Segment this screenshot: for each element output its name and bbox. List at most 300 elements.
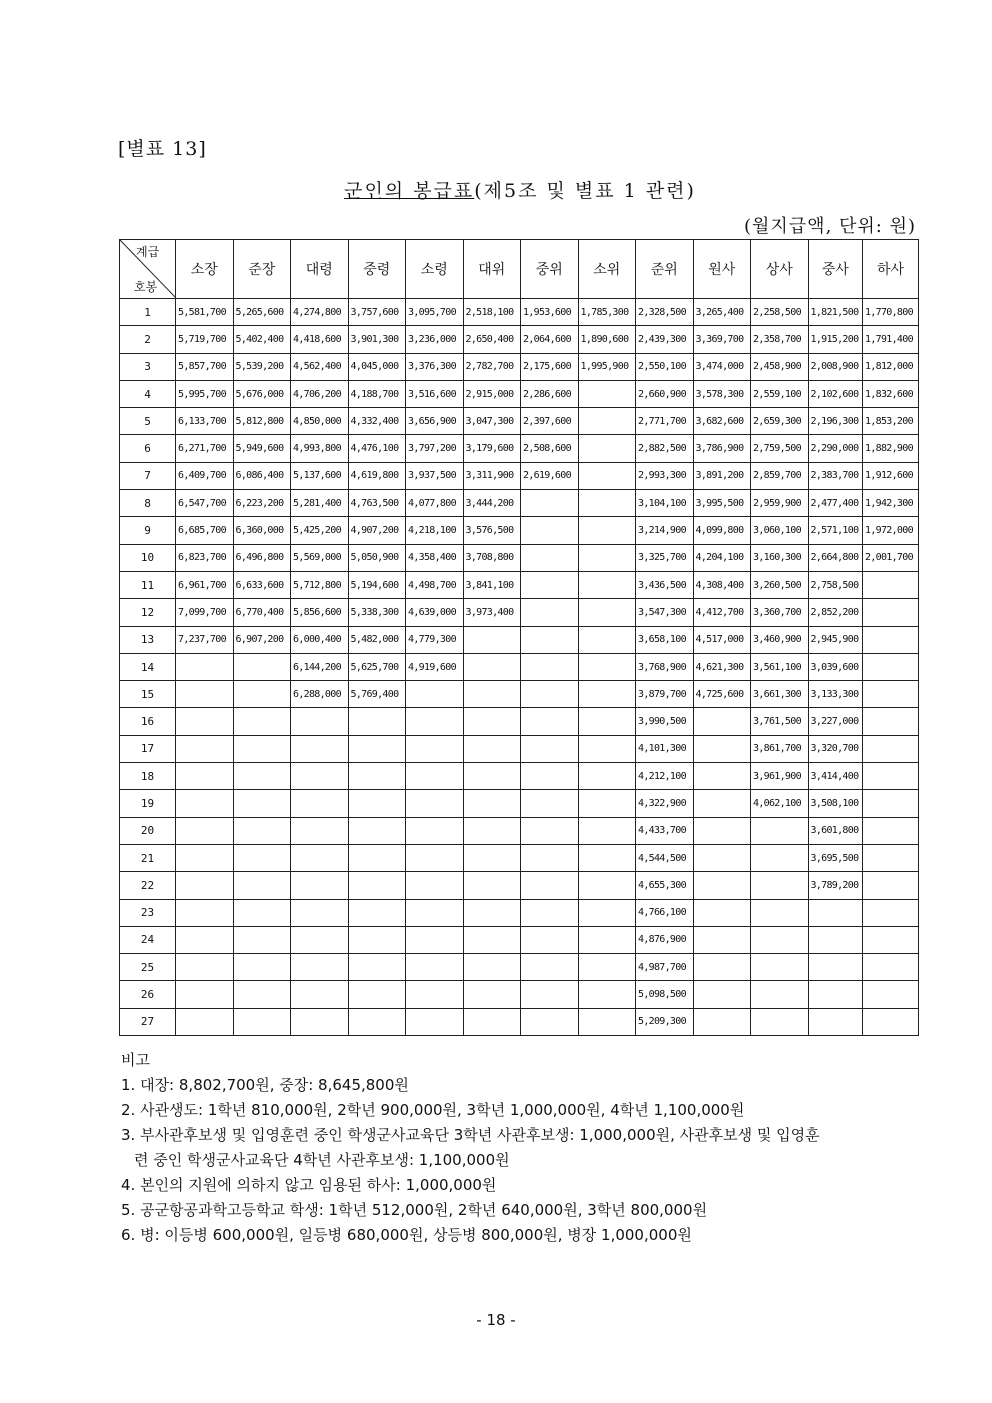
salary-cell: 3,601,800 <box>808 817 863 844</box>
salary-cell: 3,265,400 <box>693 299 751 326</box>
salary-cell: 2,508,600 <box>521 435 579 462</box>
salary-cell <box>406 735 464 762</box>
step-cell: 19 <box>120 790 176 817</box>
salary-cell: 3,757,600 <box>348 299 406 326</box>
salary-cell <box>463 954 521 981</box>
salary-cell <box>176 763 234 790</box>
salary-cell: 6,907,200 <box>233 626 291 653</box>
step-cell: 20 <box>120 817 176 844</box>
salary-cell <box>406 844 464 871</box>
salary-cell <box>521 735 579 762</box>
salary-cell: 4,919,600 <box>406 653 464 680</box>
salary-cell <box>406 981 464 1008</box>
salary-cell <box>751 1008 809 1035</box>
salary-cell: 4,619,800 <box>348 462 406 489</box>
salary-cell: 5,995,700 <box>176 380 234 407</box>
salary-cell: 3,661,300 <box>751 681 809 708</box>
salary-cell <box>863 708 919 735</box>
salary-cell: 4,358,400 <box>406 544 464 571</box>
notes <box>121 1048 921 1248</box>
salary-cell <box>521 790 579 817</box>
salary-cell <box>291 1008 349 1035</box>
salary-cell <box>291 872 349 899</box>
salary-cell <box>578 790 636 817</box>
salary-cell <box>233 708 291 735</box>
step-cell: 23 <box>120 899 176 926</box>
step-cell: 15 <box>120 681 176 708</box>
salary-cell: 2,758,500 <box>808 571 863 598</box>
salary-cell <box>176 817 234 844</box>
salary-cell: 6,823,700 <box>176 544 234 571</box>
salary-cell <box>176 1008 234 1035</box>
salary-cell: 3,236,000 <box>406 326 464 353</box>
salary-cell <box>463 626 521 653</box>
salary-cell <box>578 462 636 489</box>
step-cell: 10 <box>120 544 176 571</box>
salary-cell: 3,576,500 <box>463 517 521 544</box>
step-cell: 9 <box>120 517 176 544</box>
step-cell: 6 <box>120 435 176 462</box>
salary-cell: 2,064,600 <box>521 326 579 353</box>
table-row <box>120 326 919 353</box>
salary-cell <box>578 735 636 762</box>
salary-cell: 5,625,700 <box>348 653 406 680</box>
salary-cell <box>863 872 919 899</box>
salary-cell <box>176 981 234 1008</box>
salary-cell <box>863 653 919 680</box>
salary-cell <box>463 844 521 871</box>
salary-cell: 3,879,700 <box>636 681 694 708</box>
salary-cell: 2,175,600 <box>521 353 579 380</box>
salary-cell <box>521 681 579 708</box>
step-label: 호봉 <box>134 280 158 294</box>
salary-cell <box>808 899 863 926</box>
salary-cell <box>348 844 406 871</box>
salary-cell <box>863 954 919 981</box>
salary-cell <box>578 763 636 790</box>
salary-cell: 2,550,100 <box>636 353 694 380</box>
note-item: 3. 부사관후보생 및 입영훈련 중인 학생군사교육단 3학년 사관후보생: 1,000,000원, 사관후보생 및 입영훈 <box>121 1126 820 1144</box>
salary-cell <box>578 817 636 844</box>
salary-cell: 7,099,700 <box>176 599 234 626</box>
salary-cell <box>521 1008 579 1035</box>
salary-cell: 6,086,400 <box>233 462 291 489</box>
salary-cell: 5,194,600 <box>348 571 406 598</box>
table-row <box>120 844 919 871</box>
salary-cell <box>578 599 636 626</box>
column-header: 소령 <box>406 240 464 299</box>
table-row <box>120 353 919 380</box>
salary-cell: 1,853,200 <box>863 408 919 435</box>
salary-cell: 4,993,800 <box>291 435 349 462</box>
step-cell: 14 <box>120 653 176 680</box>
salary-cell: 1,832,600 <box>863 380 919 407</box>
note-item: 1. 대장: 8,802,700원, 중장: 8,645,800원 <box>121 1076 409 1094</box>
salary-cell: 3,937,500 <box>406 462 464 489</box>
salary-cell <box>233 1008 291 1035</box>
salary-cell: 6,547,700 <box>176 490 234 517</box>
salary-cell <box>863 981 919 1008</box>
salary-cell: 3,179,600 <box>463 435 521 462</box>
salary-cell <box>348 872 406 899</box>
salary-cell: 4,418,600 <box>291 326 349 353</box>
salary-cell: 3,961,900 <box>751 763 809 790</box>
salary-cell: 3,508,100 <box>808 790 863 817</box>
salary-cell: 5,719,700 <box>176 326 234 353</box>
salary-cell <box>521 926 579 953</box>
salary-cell: 3,260,500 <box>751 571 809 598</box>
salary-cell <box>463 708 521 735</box>
corner-cell <box>120 240 176 299</box>
salary-cell <box>693 981 751 1008</box>
salary-cell: 3,516,600 <box>406 380 464 407</box>
salary-cell: 3,891,200 <box>693 462 751 489</box>
salary-cell <box>693 926 751 953</box>
note-item: 6. 병: 이등병 600,000원, 일등병 680,000원, 상등병 800,000원, 병장 1,000,000원 <box>121 1226 692 1244</box>
note-item: 4. 본인의 지원에 의하지 않고 임용된 하사: 1,000,000원 <box>121 1176 497 1194</box>
salary-cell: 1,995,900 <box>578 353 636 380</box>
salary-cell: 1,890,600 <box>578 326 636 353</box>
step-cell: 27 <box>120 1008 176 1035</box>
salary-cell: 2,571,100 <box>808 517 863 544</box>
step-cell: 12 <box>120 599 176 626</box>
salary-cell <box>233 981 291 1008</box>
salary-cell <box>233 872 291 899</box>
salary-cell <box>808 1008 863 1035</box>
salary-cell: 4,544,500 <box>636 844 694 871</box>
salary-cell <box>863 681 919 708</box>
salary-cell: 2,659,300 <box>751 408 809 435</box>
salary-cell: 2,102,600 <box>808 380 863 407</box>
salary-cell: 1,942,300 <box>863 490 919 517</box>
table-row <box>120 1008 919 1035</box>
step-cell: 16 <box>120 708 176 735</box>
salary-cell <box>578 490 636 517</box>
salary-cell: 4,274,800 <box>291 299 349 326</box>
table-row <box>120 899 919 926</box>
salary-cell <box>521 844 579 871</box>
salary-cell: 2,882,500 <box>636 435 694 462</box>
salary-cell: 4,412,700 <box>693 599 751 626</box>
step-cell: 26 <box>120 981 176 1008</box>
salary-cell: 4,779,300 <box>406 626 464 653</box>
column-header: 하사 <box>863 240 919 299</box>
salary-table <box>119 239 919 1036</box>
salary-cell <box>863 735 919 762</box>
salary-cell: 1,785,300 <box>578 299 636 326</box>
salary-cell: 5,482,000 <box>348 626 406 653</box>
step-cell: 11 <box>120 571 176 598</box>
salary-cell <box>578 844 636 871</box>
salary-cell: 5,857,700 <box>176 353 234 380</box>
salary-cell: 4,077,800 <box>406 490 464 517</box>
column-header: 상사 <box>751 240 809 299</box>
column-header: 소장 <box>176 240 234 299</box>
salary-cell: 2,959,900 <box>751 490 809 517</box>
salary-cell <box>521 490 579 517</box>
salary-cell <box>863 844 919 871</box>
salary-cell: 4,204,100 <box>693 544 751 571</box>
table-row <box>120 299 919 326</box>
table-row <box>120 490 919 517</box>
table-row <box>120 763 919 790</box>
salary-cell: 7,237,700 <box>176 626 234 653</box>
step-cell: 1 <box>120 299 176 326</box>
salary-cell: 4,212,100 <box>636 763 694 790</box>
salary-cell: 3,695,500 <box>808 844 863 871</box>
salary-cell: 3,227,000 <box>808 708 863 735</box>
table-row <box>120 790 919 817</box>
table-row <box>120 626 919 653</box>
table-row <box>120 380 919 407</box>
salary-cell: 3,841,100 <box>463 571 521 598</box>
salary-cell <box>348 1008 406 1035</box>
salary-cell <box>578 435 636 462</box>
salary-cell <box>521 517 579 544</box>
step-cell: 7 <box>120 462 176 489</box>
salary-cell: 3,360,700 <box>751 599 809 626</box>
salary-cell: 2,196,300 <box>808 408 863 435</box>
salary-cell: 2,660,900 <box>636 380 694 407</box>
step-cell: 5 <box>120 408 176 435</box>
salary-cell: 1,770,800 <box>863 299 919 326</box>
salary-cell <box>176 926 234 953</box>
salary-cell <box>233 926 291 953</box>
step-cell: 24 <box>120 926 176 953</box>
document-title <box>0 176 992 203</box>
salary-cell: 2,358,700 <box>751 326 809 353</box>
salary-cell <box>463 735 521 762</box>
salary-cell <box>406 899 464 926</box>
salary-cell <box>406 817 464 844</box>
salary-cell: 5,281,400 <box>291 490 349 517</box>
salary-cell: 3,861,700 <box>751 735 809 762</box>
salary-cell <box>578 872 636 899</box>
salary-cell <box>693 954 751 981</box>
salary-cell <box>863 899 919 926</box>
salary-cell: 2,458,900 <box>751 353 809 380</box>
salary-cell <box>348 926 406 953</box>
salary-cell <box>863 817 919 844</box>
column-header: 원사 <box>693 240 751 299</box>
salary-cell: 5,812,800 <box>233 408 291 435</box>
table-row <box>120 599 919 626</box>
salary-cell: 4,045,000 <box>348 353 406 380</box>
table-row <box>120 954 919 981</box>
salary-cell <box>463 981 521 1008</box>
salary-cell: 3,133,300 <box>808 681 863 708</box>
salary-cell: 6,288,000 <box>291 681 349 708</box>
salary-cell <box>348 708 406 735</box>
salary-cell: 3,095,700 <box>406 299 464 326</box>
salary-cell: 3,901,300 <box>348 326 406 353</box>
salary-cell <box>578 626 636 653</box>
salary-cell: 3,547,300 <box>636 599 694 626</box>
salary-cell: 6,144,200 <box>291 653 349 680</box>
salary-cell <box>176 708 234 735</box>
salary-cell <box>176 681 234 708</box>
table-row <box>120 981 919 1008</box>
salary-cell: 2,782,700 <box>463 353 521 380</box>
salary-cell <box>348 899 406 926</box>
salary-cell <box>863 926 919 953</box>
salary-cell: 3,414,400 <box>808 763 863 790</box>
table-row <box>120 926 919 953</box>
notes-heading: 비고 <box>121 1051 150 1069</box>
salary-cell: 1,812,000 <box>863 353 919 380</box>
salary-cell: 6,685,700 <box>176 517 234 544</box>
salary-cell: 3,789,200 <box>808 872 863 899</box>
salary-cell: 3,160,300 <box>751 544 809 571</box>
table-row <box>120 735 919 762</box>
salary-cell <box>808 926 863 953</box>
salary-cell: 2,559,100 <box>751 380 809 407</box>
salary-cell <box>521 626 579 653</box>
salary-cell: 2,477,400 <box>808 490 863 517</box>
salary-cell: 2,518,100 <box>463 299 521 326</box>
salary-cell <box>863 626 919 653</box>
salary-cell: 3,060,100 <box>751 517 809 544</box>
title-sub: (제5조 및 별표 1 관련) <box>474 180 696 202</box>
salary-cell: 2,915,000 <box>463 380 521 407</box>
salary-cell <box>863 790 919 817</box>
salary-cell: 3,436,500 <box>636 571 694 598</box>
salary-cell: 4,099,800 <box>693 517 751 544</box>
salary-cell <box>291 763 349 790</box>
salary-cell: 3,656,900 <box>406 408 464 435</box>
salary-cell <box>863 571 919 598</box>
salary-cell <box>463 681 521 708</box>
salary-cell: 3,768,900 <box>636 653 694 680</box>
salary-cell: 2,945,900 <box>808 626 863 653</box>
salary-cell <box>406 790 464 817</box>
page-number: - 18 - <box>476 1311 516 1329</box>
salary-cell: 2,439,300 <box>636 326 694 353</box>
salary-cell: 2,993,300 <box>636 462 694 489</box>
salary-cell: 5,425,200 <box>291 517 349 544</box>
salary-cell: 4,876,900 <box>636 926 694 953</box>
salary-cell <box>463 790 521 817</box>
salary-cell <box>176 790 234 817</box>
salary-cell <box>751 844 809 871</box>
salary-cell: 3,474,000 <box>693 353 751 380</box>
salary-cell: 3,797,200 <box>406 435 464 462</box>
salary-cell <box>693 899 751 926</box>
table-row <box>120 435 919 462</box>
salary-cell <box>751 926 809 953</box>
salary-cell <box>406 1008 464 1035</box>
salary-cell: 4,763,500 <box>348 490 406 517</box>
salary-cell: 4,766,100 <box>636 899 694 926</box>
column-header: 준장 <box>233 240 291 299</box>
salary-cell: 3,311,900 <box>463 462 521 489</box>
salary-cell: 4,562,400 <box>291 353 349 380</box>
salary-cell: 2,397,600 <box>521 408 579 435</box>
salary-cell <box>521 571 579 598</box>
salary-cell: 2,759,500 <box>751 435 809 462</box>
salary-cell <box>176 844 234 871</box>
step-cell: 18 <box>120 763 176 790</box>
salary-cell <box>863 763 919 790</box>
salary-cell <box>406 763 464 790</box>
salary-cell <box>176 735 234 762</box>
salary-cell <box>578 380 636 407</box>
salary-cell <box>406 926 464 953</box>
salary-cell: 5,712,800 <box>291 571 349 598</box>
salary-cell <box>176 899 234 926</box>
salary-cell: 4,188,700 <box>348 380 406 407</box>
table-row <box>120 462 919 489</box>
salary-cell <box>521 899 579 926</box>
salary-cell: 6,271,700 <box>176 435 234 462</box>
salary-cell: 5,402,400 <box>233 326 291 353</box>
salary-cell: 2,008,900 <box>808 353 863 380</box>
salary-cell: 2,290,000 <box>808 435 863 462</box>
salary-cell: 5,338,300 <box>348 599 406 626</box>
salary-cell <box>693 817 751 844</box>
salary-cell <box>808 981 863 1008</box>
salary-cell: 4,907,200 <box>348 517 406 544</box>
salary-cell <box>521 872 579 899</box>
salary-cell: 1,821,500 <box>808 299 863 326</box>
note-item: 련 중인 학생군사교육단 4학년 사관후보생: 1,100,000원 <box>134 1151 510 1169</box>
salary-cell: 5,581,700 <box>176 299 234 326</box>
salary-cell: 4,725,600 <box>693 681 751 708</box>
table-row <box>120 653 919 680</box>
salary-cell: 5,050,900 <box>348 544 406 571</box>
table-body <box>120 299 919 1036</box>
step-cell: 3 <box>120 353 176 380</box>
salary-cell <box>233 735 291 762</box>
salary-cell: 5,569,000 <box>291 544 349 571</box>
salary-cell <box>693 872 751 899</box>
salary-cell <box>233 844 291 871</box>
column-header: 대위 <box>463 240 521 299</box>
salary-cell: 3,995,500 <box>693 490 751 517</box>
salary-cell: 4,621,300 <box>693 653 751 680</box>
salary-cell <box>291 735 349 762</box>
salary-cell: 6,633,600 <box>233 571 291 598</box>
salary-cell: 4,433,700 <box>636 817 694 844</box>
salary-cell <box>463 899 521 926</box>
salary-cell <box>233 653 291 680</box>
salary-cell <box>406 954 464 981</box>
salary-cell: 3,376,300 <box>406 353 464 380</box>
salary-cell <box>578 681 636 708</box>
salary-cell: 2,619,600 <box>521 462 579 489</box>
salary-cell <box>348 954 406 981</box>
salary-cell <box>233 817 291 844</box>
salary-cell <box>233 899 291 926</box>
step-cell: 4 <box>120 380 176 407</box>
salary-cell: 1,953,600 <box>521 299 579 326</box>
salary-cell: 1,882,900 <box>863 435 919 462</box>
salary-cell <box>521 763 579 790</box>
column-header: 대령 <box>291 240 349 299</box>
salary-cell: 3,047,300 <box>463 408 521 435</box>
salary-cell <box>521 544 579 571</box>
salary-cell: 5,539,200 <box>233 353 291 380</box>
salary-cell <box>521 708 579 735</box>
salary-cell <box>578 653 636 680</box>
salary-cell: 5,098,500 <box>636 981 694 1008</box>
salary-cell: 5,949,600 <box>233 435 291 462</box>
salary-cell: 2,664,800 <box>808 544 863 571</box>
salary-cell <box>863 599 919 626</box>
salary-cell <box>521 981 579 1008</box>
salary-cell: 3,214,900 <box>636 517 694 544</box>
salary-cell <box>176 653 234 680</box>
